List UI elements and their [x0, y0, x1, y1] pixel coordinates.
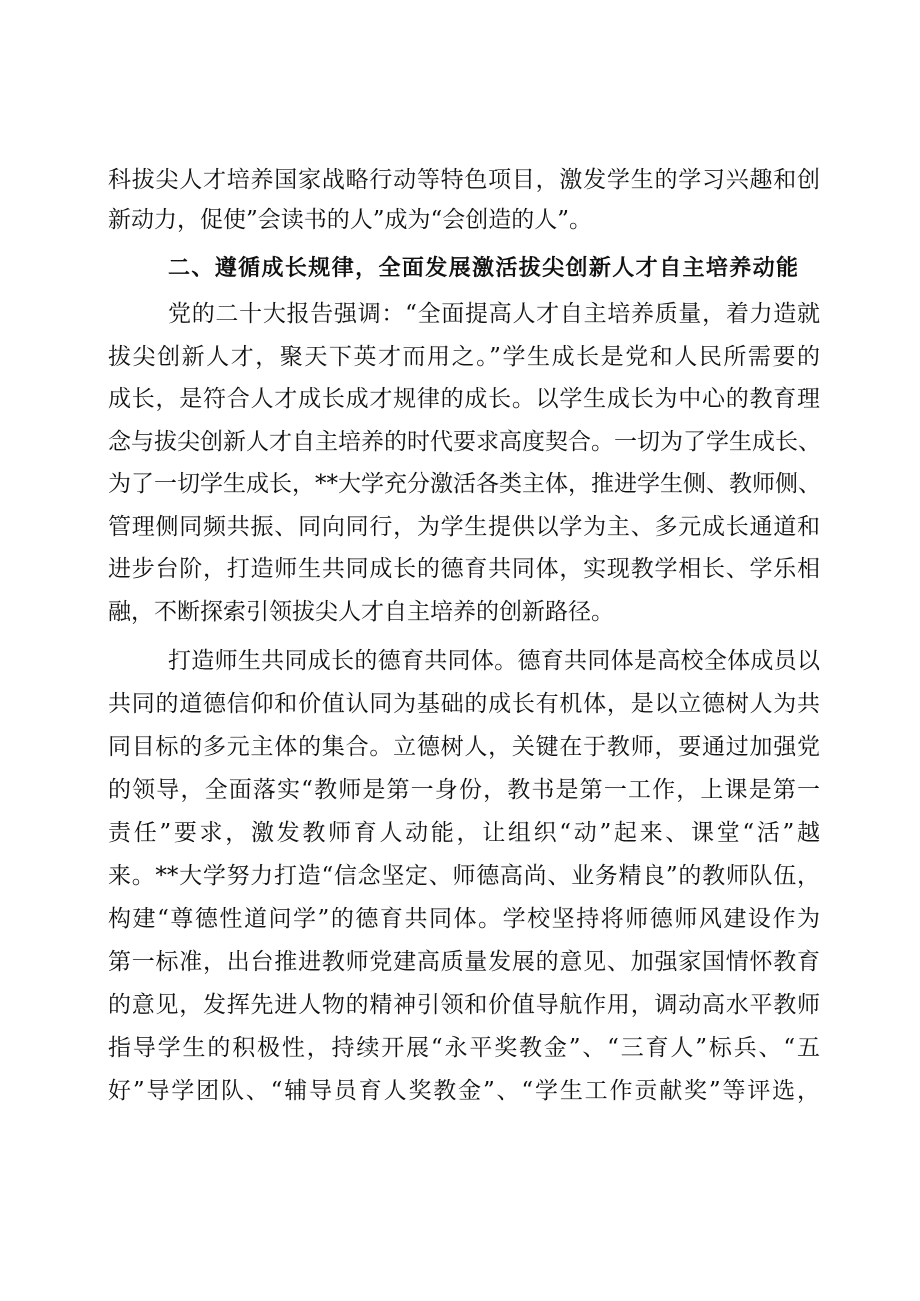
body-text-line: 共同的道德信仰和价值认同为基础的成长有机体，是以立德树人为共 [108, 691, 820, 717]
body-text-line: 第一标准，出台推进教师党建高质量发展的意见、加强家国情怀教育 [108, 949, 820, 975]
body-text-line: 进步台阶，打造师生共同成长的德育共同体，实现教学相长、学乐相 [108, 556, 820, 582]
body-text-line: 管理侧同频共振、同向同行，为学生提供以学为主、多元成长通道和 [108, 514, 820, 540]
body-text-line: 好”导学团队、“辅导员育人奖教金”、“学生工作贡献奖”等评选， [108, 1078, 820, 1104]
body-text-line: 为了一切学生成长，**大学充分激活各类主体，推进学生侧、教师侧、 [108, 471, 821, 497]
body-text-line: 念与拔尖创新人才自主培养的时代要求高度契合。一切为了学生成长、 [108, 429, 821, 455]
body-text-line: 打造师生共同成长的德育共同体。德育共同体是高校全体成员以 [168, 648, 820, 674]
body-text-line: 同目标的多元主体的集合。立德树人，关键在于教师，要通过加强党 [108, 734, 820, 760]
body-text-line: 指导学生的积极性，持续开展“永平奖教金”、“三育人”标兵、“五 [108, 1035, 820, 1061]
body-text-line: 新动力，促使”会读书的人”成为“会创造的人”。 [108, 207, 593, 233]
body-text-line: 构建“尊德性道问学”的德育共同体。学校坚持将师德师风建设作为 [108, 906, 820, 932]
section-heading: 二、遵循成长规律，全面发展激活拔尖创新人才自主培养动能 [168, 256, 798, 281]
body-text-line: 来。**大学努力打造“信念坚定、师德高尚、业务精良”的教师队伍， [108, 863, 820, 889]
body-text-line: 成长，是符合人才成长成才规律的成长。以学生成长为中心的教育理 [108, 386, 820, 412]
body-text-line: 党的二十大报告强调：“全面提高人才自主培养质量，着力造就 [168, 301, 820, 327]
body-text-line: 责任”要求，激发教师育人动能，让组织“动”起来、课堂“活”越 [108, 820, 820, 846]
body-text-line: 科拔尖人才培养国家战略行动等特色项目，激发学生的学习兴趣和创 [108, 167, 820, 193]
body-text-line: 的领导，全面落实“教师是第一身份，教书是第一工作，上课是第一 [108, 777, 820, 803]
body-text-line: 的意见，发挥先进人物的精神引领和价值导航作用，调动高水平教师 [108, 992, 820, 1018]
body-text-line: 拔尖创新人才，聚天下英才而用之。”学生成长是党和人民所需要的 [108, 344, 820, 370]
body-text-line: 融，不断探索引领拔尖人才自主培养的创新路径。 [108, 599, 614, 625]
